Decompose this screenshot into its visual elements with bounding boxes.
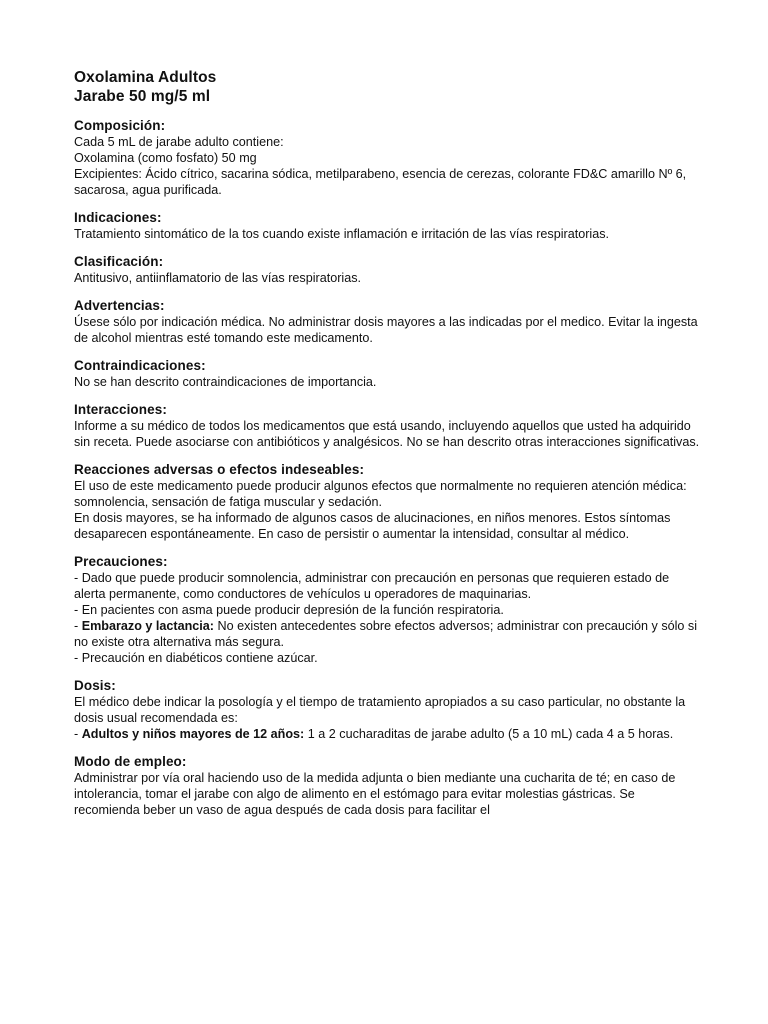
- section-text: Antitusivo, antiinflamatorio de las vías respiratorias.: [74, 271, 361, 285]
- section-heading: Composición:: [74, 118, 166, 133]
- section-heading: Indicaciones:: [74, 210, 162, 225]
- item-prefix: -: [74, 727, 82, 741]
- section-clasificacion: [74, 254, 704, 286]
- section-indicaciones: [74, 210, 704, 242]
- section-text: Tratamiento sintomático de la tos cuando existe inflamación e irritación de las vías respiratorias.: [74, 227, 610, 241]
- document-page: [74, 68, 704, 830]
- precaution-item: - En pacientes con asma puede producir depresión de la función respiratoria.: [74, 603, 504, 617]
- section-text: Administrar por vía oral haciendo uso de la medida adjunta o bien mediante una cucharita de té; en caso de intolerancia, tomar el jarabe con algo de alimento en el estómago para evitar molestias gástricas. Se recomienda beber un vaso de agua después de cada dosis para facilitar el: [74, 771, 676, 817]
- section-dosis: [74, 678, 704, 742]
- section-modo-empleo: [74, 754, 704, 818]
- section-heading: Reacciones adversas o efectos indeseables:: [74, 462, 365, 477]
- section-heading: Modo de empleo:: [74, 754, 187, 769]
- product-name: Oxolamina Adultos: [74, 69, 217, 86]
- section-heading: Precauciones:: [74, 554, 168, 569]
- section-heading: Interacciones:: [74, 402, 167, 417]
- section-heading: Clasificación:: [74, 254, 164, 269]
- precaution-item: - Dado que puede producir somnolencia, administrar con precaución en personas que requieren estado de alerta permanente, como conductores de vehículos u operadores de maquinarias.: [74, 571, 670, 601]
- section-reacciones: [74, 462, 704, 542]
- section-line: Cada 5 mL de jarabe adulto contiene:: [74, 135, 284, 149]
- section-text: El médico debe indicar la posología y el tiempo de tratamiento apropiados a su caso particular, no obstante la dosis usual recomendada es:: [74, 695, 686, 725]
- item-prefix: -: [74, 619, 82, 633]
- section-text: No se han descrito contraindicaciones de importancia.: [74, 375, 377, 389]
- section-contraindicaciones: [74, 358, 704, 390]
- item-text: 1 a 2 cucharaditas de jarabe adulto (5 a 10 mL) cada 4 a 5 horas.: [304, 727, 674, 741]
- dosis-item: [74, 726, 704, 742]
- precaution-item: - Precaución en diabéticos contiene azúcar.: [74, 651, 318, 665]
- section-interacciones: [74, 402, 704, 450]
- document-title: [74, 68, 704, 106]
- section-heading: Advertencias:: [74, 298, 165, 313]
- section-line: En dosis mayores, se ha informado de algunos casos de alucinaciones, en niños menores. Estos síntomas desaparecen espontáneamente. En caso de persistir o aumentar la intensidad, consultar al médico.: [74, 511, 671, 541]
- item-bold-label: Adultos y niños mayores de 12 años:: [81, 727, 305, 741]
- item-text: No existen antecedentes sobre efectos adversos; administrar con precaución y sólo si no existe otra alternativa más segura.: [74, 619, 698, 649]
- section-precauciones: [74, 554, 704, 666]
- section-line: El uso de este medicamento puede producir algunos efectos que normalmente no requieren atención médica: somnolencia, sensación de fatiga muscular y sedación.: [74, 479, 687, 509]
- section-text: Informe a su médico de todos los medicamentos que está usando, incluyendo aquellos que usted ha adquirido sin receta. Puede asociarse con antibióticos y analgésicos. No se han descrito otras interacciones significativas.: [74, 419, 700, 449]
- section-advertencias: [74, 298, 704, 346]
- item-bold-label: Embarazo y lactancia:: [81, 619, 214, 633]
- section-line: Excipientes: Ácido cítrico, sacarina sódica, metilparabeno, esencia de cerezas, colorante FD&C amarillo Nº 6, sacarosa, agua purificada.: [74, 167, 687, 197]
- product-presentation: Jarabe 50 mg/5 ml: [74, 88, 211, 105]
- precaution-item: [74, 618, 704, 650]
- section-heading: Contraindicaciones:: [74, 358, 206, 373]
- section-composicion: [74, 118, 704, 198]
- section-heading: Dosis:: [74, 678, 116, 693]
- section-text: Úsese sólo por indicación médica. No administrar dosis mayores a las indicadas por el medico. Evitar la ingesta de alcohol mientras esté tomando este medicamento.: [74, 315, 698, 345]
- section-line: Oxolamina (como fosfato) 50 mg: [74, 151, 257, 165]
